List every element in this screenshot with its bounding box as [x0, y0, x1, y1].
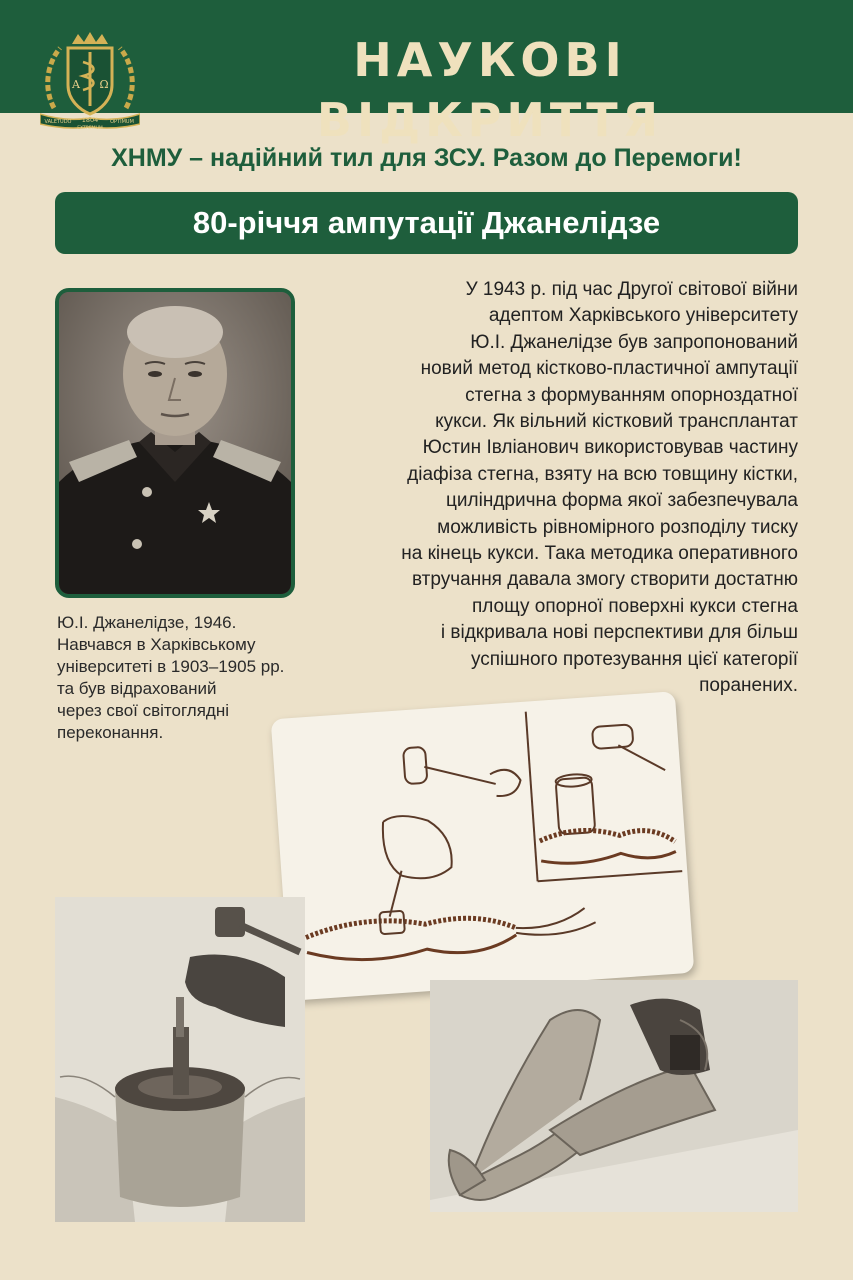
- main-text-line: успішного протезування цієї категорії: [470, 648, 798, 670]
- main-text-line: і відкривала нові перспективи для більш: [440, 622, 798, 644]
- main-text-line: діафіза стегна, взяту на всю товщину кістки,: [407, 463, 798, 485]
- emblem-motto-right: OPTIMUM: [110, 119, 134, 125]
- main-text-line: циліндрична форма якої забезпечувала: [446, 490, 798, 512]
- main-text-block: [320, 277, 798, 700]
- caption-line: та був відрахований: [57, 679, 217, 698]
- main-text-line: новий метод кістково-пластичної ампутації: [420, 358, 798, 380]
- slogan: ХНМУ – надійний тил для ЗСУ. Разом до Перемоги!: [111, 144, 742, 172]
- main-text-line: Юстин Івліанович використовував частину: [422, 437, 798, 459]
- section-banner: 80-річчя ампутації Джанелідзе: [55, 192, 798, 254]
- leg-illustration-icon: [430, 980, 798, 1212]
- emblem-omega: Ω: [99, 78, 109, 91]
- emblem-motto-bottom: EXTREMUM: [77, 126, 103, 130]
- emblem-alpha: Α: [72, 78, 80, 91]
- portrait-photo-icon: [55, 288, 295, 598]
- main-text-line: У 1943 р. під час Другої світової війни: [465, 279, 798, 300]
- emblem-year: 1804: [81, 116, 99, 124]
- main-text-line: втручання давала змогу створити достатню: [412, 569, 798, 591]
- portrait-caption: [57, 612, 307, 744]
- main-text-line: Ю.І. Джанелідзе був запропонований: [470, 331, 798, 353]
- main-text-line: на кінець кукси. Така методика оперативного: [401, 543, 798, 565]
- surgical-drawing-icon: [271, 691, 695, 1001]
- caption-line: через свої світоглядні: [57, 701, 230, 720]
- main-text-line: поранених.: [699, 675, 798, 697]
- caption-line: університеті в 1903–1905 рр.: [57, 657, 285, 676]
- page-title: НАУКОВІ ВІДКРИТТЯ: [316, 33, 664, 147]
- main-text-line: стегна з формуванням опорноздатної: [465, 384, 798, 406]
- surgery-illustration-icon: [55, 897, 305, 1222]
- caption-line: Навчався в Харківському: [57, 635, 256, 654]
- emblem-motto-left: VALETUDO: [44, 119, 72, 125]
- university-crest-icon: [40, 30, 140, 130]
- main-text-line: адептом Харківського університету: [488, 305, 798, 327]
- header-bar: [0, 0, 853, 147]
- caption-line: Ю.І. Джанелідзе, 1946.: [57, 613, 237, 632]
- main-text-line: можливість рівномірного розподілу тиску: [437, 516, 798, 538]
- caption-line: переконання.: [57, 723, 164, 742]
- main-text-line: площу опорної поверхні кукси стегна: [471, 595, 798, 617]
- main-text-line: кукси. Як вільний кістковий трансплантат: [435, 411, 798, 433]
